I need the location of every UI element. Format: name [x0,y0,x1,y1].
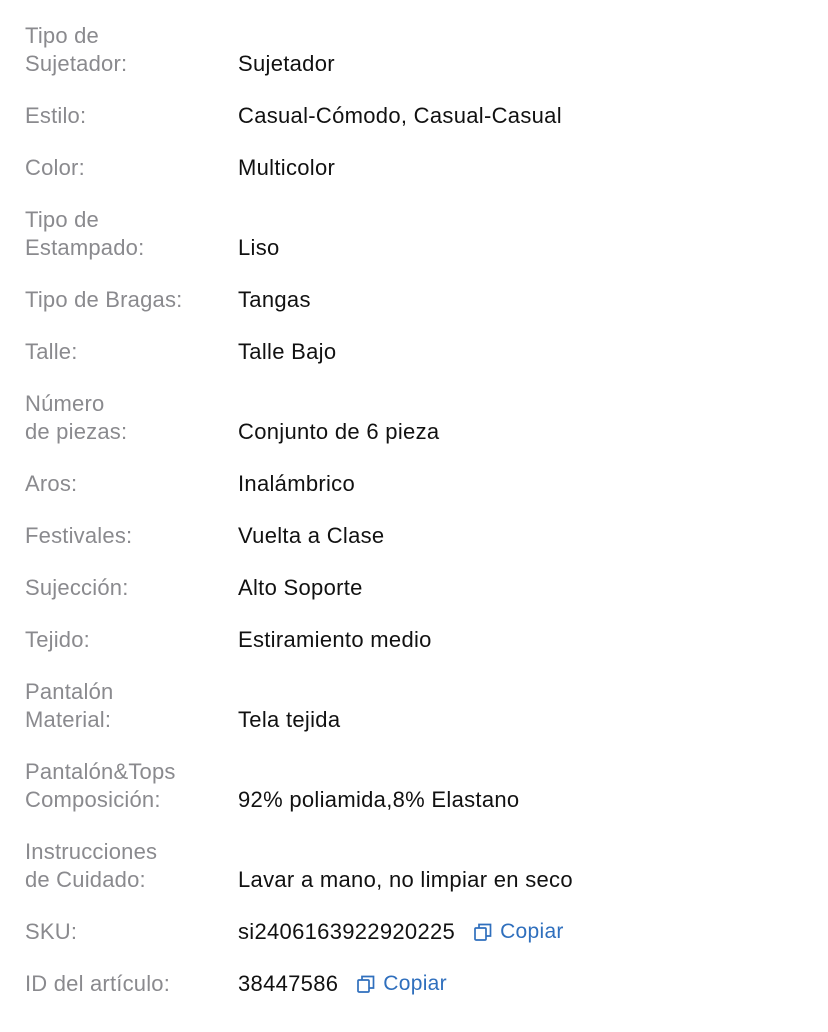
copy-icon [473,922,493,942]
spec-row-id-articulo [25,970,815,998]
spec-label: Número de piezas: [25,391,128,444]
spec-row-estilo [25,102,815,130]
spec-value: Liso [238,235,280,260]
spec-row-instrucciones-cuidado [25,838,815,894]
spec-row-numero-piezas [25,390,815,446]
spec-value: Multicolor [238,155,336,180]
spec-label: Pantalón&Tops Composición: [25,759,176,812]
spec-value: Sujetador [238,51,335,76]
spec-row-festivales [25,522,815,550]
spec-value: 92% poliamida,8% Elastano [238,787,520,812]
spec-value: Casual-Cómodo, Casual-Casual [238,103,562,128]
spec-row-talle [25,338,815,366]
spec-label: Talle: [25,339,78,364]
article-id-value: 38447586 [238,971,339,996]
spec-label: Aros: [25,471,78,496]
spec-label: Instrucciones de Cuidado: [25,839,158,892]
spec-value: Estiramiento medio [238,627,432,652]
spec-row-tejido [25,626,815,654]
sku-value: si2406163922920225 [238,919,456,944]
spec-row-sujeccion [25,574,815,602]
spec-value: Tangas [238,287,311,312]
spec-row-tipo-sujetador [25,22,815,78]
copy-label: Copiar [500,920,564,943]
copy-icon [356,974,376,994]
spec-row-sku [25,918,815,946]
spec-value: Vuelta a Clase [238,523,385,548]
spec-label: ID del artículo: [25,971,171,996]
spec-label: SKU: [25,919,78,944]
spec-value: Alto Soporte [238,575,363,600]
spec-value-with-copy [238,918,564,946]
spec-row-pantalon-material [25,678,815,734]
spec-label: Estilo: [25,103,87,128]
product-specs-list [25,22,815,1022]
spec-label: Tipo de Bragas: [25,287,183,312]
spec-label: Tejido: [25,627,90,652]
spec-value: Tela tejida [238,707,341,732]
spec-label: Pantalón Material: [25,679,114,732]
spec-row-aros [25,470,815,498]
spec-row-color [25,154,815,182]
spec-label: Festivales: [25,523,133,548]
spec-row-tipo-bragas [25,286,815,314]
copy-article-id-button[interactable] [356,970,447,998]
spec-label: Tipo de Estampado: [25,207,145,260]
spec-label: Sujección: [25,575,129,600]
spec-row-composicion [25,758,815,814]
spec-row-tipo-estampado [25,206,815,262]
spec-value: Talle Bajo [238,339,337,364]
copy-sku-button[interactable] [473,918,564,946]
spec-value: Lavar a mano, no limpiar en seco [238,867,573,892]
copy-label: Copiar [383,972,447,995]
spec-value: Inalámbrico [238,471,356,496]
spec-label: Tipo de Sujetador: [25,23,128,76]
spec-value: Conjunto de 6 pieza [238,419,440,444]
spec-label: Color: [25,155,85,180]
spec-value-with-copy [238,970,447,998]
